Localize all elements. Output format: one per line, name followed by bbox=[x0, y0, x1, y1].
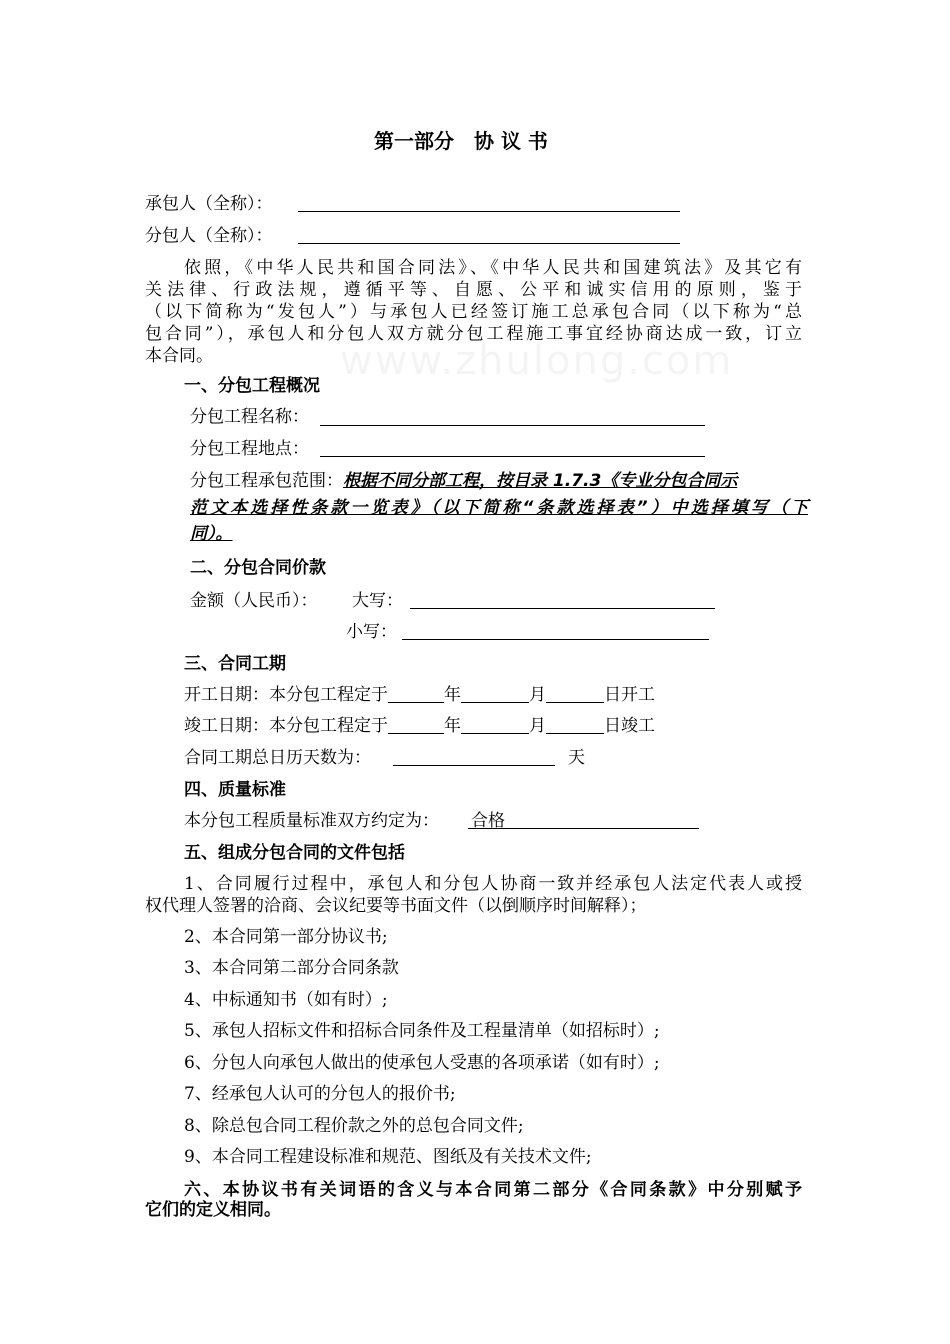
contractor-field[interactable] bbox=[298, 211, 680, 212]
end-month-field[interactable] bbox=[461, 716, 529, 734]
preamble-line-2: 关法律、行政法规，遵循平等、自愿、公平和诚实信用的原则，鉴于 bbox=[145, 280, 802, 300]
scope-note-3: 同）。 bbox=[190, 524, 233, 544]
end-prefix: 竣工日期：本分包工程定于 bbox=[184, 716, 388, 736]
quality-value: 合格 bbox=[471, 811, 505, 831]
preamble-line-1: 依照，《中华人民共和国合同法》、《中华人民共和国建筑法》及其它有 bbox=[184, 258, 802, 278]
start-date-line bbox=[184, 685, 655, 705]
start-year-field[interactable] bbox=[388, 685, 444, 703]
amount-lower-field[interactable] bbox=[402, 639, 709, 640]
duration-field[interactable] bbox=[393, 765, 555, 766]
doc-item-7: 7、经承包人认可的分包人的报价书; bbox=[184, 1084, 456, 1104]
section-6-line-1: 六、本协议书有关词语的含义与本合同第二部分《合同条款》中分别赋予 bbox=[184, 1180, 802, 1200]
start-suffix: 日开工 bbox=[604, 685, 655, 705]
preamble-line-4: 包合同”），承包人和分包人双方就分包工程施工事宜经协商达成一致，订立 bbox=[145, 324, 802, 344]
amount-upper-label: 大写： bbox=[352, 591, 403, 611]
project-name-field[interactable] bbox=[320, 425, 705, 426]
section-1-heading: 一、分包工程概况 bbox=[184, 376, 320, 396]
project-location-field[interactable] bbox=[320, 456, 705, 457]
section-4-heading: 四、质量标准 bbox=[184, 780, 286, 800]
end-date-line bbox=[184, 716, 655, 736]
doc-item-9: 9、本合同工程建设标准和规范、图纸及有关技术文件; bbox=[184, 1147, 592, 1167]
doc-item-8: 8、除总包合同工程价款之外的总包合同文件; bbox=[184, 1116, 524, 1136]
doc-item-3: 3、本合同第二部分合同条款 bbox=[184, 958, 399, 978]
quality-label: 本分包工程质量标准双方约定为： bbox=[184, 811, 439, 831]
section-3-heading: 三、合同工期 bbox=[184, 654, 286, 674]
scope-label: 分包工程承包范围： bbox=[190, 471, 343, 491]
start-day-field[interactable] bbox=[546, 685, 604, 703]
doc-item-6: 6、分包人向承包人做出的使承包人受惠的各项承诺（如有时）; bbox=[184, 1053, 660, 1073]
start-year-label: 年 bbox=[444, 685, 461, 705]
project-name-label: 分包工程名称： bbox=[190, 407, 309, 427]
start-month-field[interactable] bbox=[461, 685, 529, 703]
section-2-heading: 二、分包合同价款 bbox=[190, 558, 326, 578]
scope-line-1 bbox=[190, 471, 737, 491]
start-month-label: 月 bbox=[529, 685, 546, 705]
duration-label: 合同工期总日历天数为： bbox=[184, 748, 371, 768]
doc-item-2: 2、本合同第一部分协议书; bbox=[184, 927, 388, 947]
end-year-label: 年 bbox=[444, 716, 461, 736]
doc-item-4: 4、中标通知书（如有时）; bbox=[184, 990, 388, 1010]
preamble-line-5: 本合同。 bbox=[145, 346, 213, 366]
project-location-label: 分包工程地点： bbox=[190, 439, 309, 459]
page-title: 第一部分 协 议 书 bbox=[374, 129, 548, 153]
end-month-label: 月 bbox=[529, 716, 546, 736]
contractor-label: 承包人（全称）： bbox=[145, 194, 273, 214]
section-5-heading: 五、组成分包合同的文件包括 bbox=[184, 843, 405, 863]
section-6-line-2: 它们的定义相同。 bbox=[145, 1200, 281, 1220]
end-year-field[interactable] bbox=[388, 716, 444, 734]
scope-note-1: 根据不同分部工程，按目录 1.7.3《专业分包合同示 bbox=[343, 471, 738, 491]
doc-item-1-line-1: 1、合同履行过程中，承包人和分包人协商一致并经承包人法定代表人或授 bbox=[184, 874, 802, 894]
watermark bbox=[340, 338, 733, 384]
doc-item-5: 5、承包人招标文件和招标合同条件及工程量清单（如招标时）; bbox=[184, 1021, 660, 1041]
subcontractor-field[interactable] bbox=[298, 243, 680, 244]
subcontractor-label: 分包人（全称）： bbox=[145, 226, 273, 246]
preamble-line-3: （以下简称为“发包人”）与承包人已经签订施工总承包合同（以下称为“总 bbox=[145, 302, 802, 322]
end-suffix: 日竣工 bbox=[604, 716, 655, 736]
start-prefix: 开工日期：本分包工程定于 bbox=[184, 685, 388, 705]
amount-lower-label: 小写： bbox=[346, 622, 397, 642]
scope-note-2: 范文本选择性条款一览表》（以下简称“条款选择表”）中选择填写（下 bbox=[190, 498, 808, 518]
doc-item-1-line-2: 权代理人签署的洽商、会议纪要等书面文件（以倒顺序时间解释）； bbox=[145, 896, 647, 916]
duration-unit: 天 bbox=[568, 748, 585, 768]
end-day-field[interactable] bbox=[546, 716, 604, 734]
amount-upper-field[interactable] bbox=[410, 608, 715, 609]
amount-label: 金额（人民币）： bbox=[190, 591, 318, 611]
